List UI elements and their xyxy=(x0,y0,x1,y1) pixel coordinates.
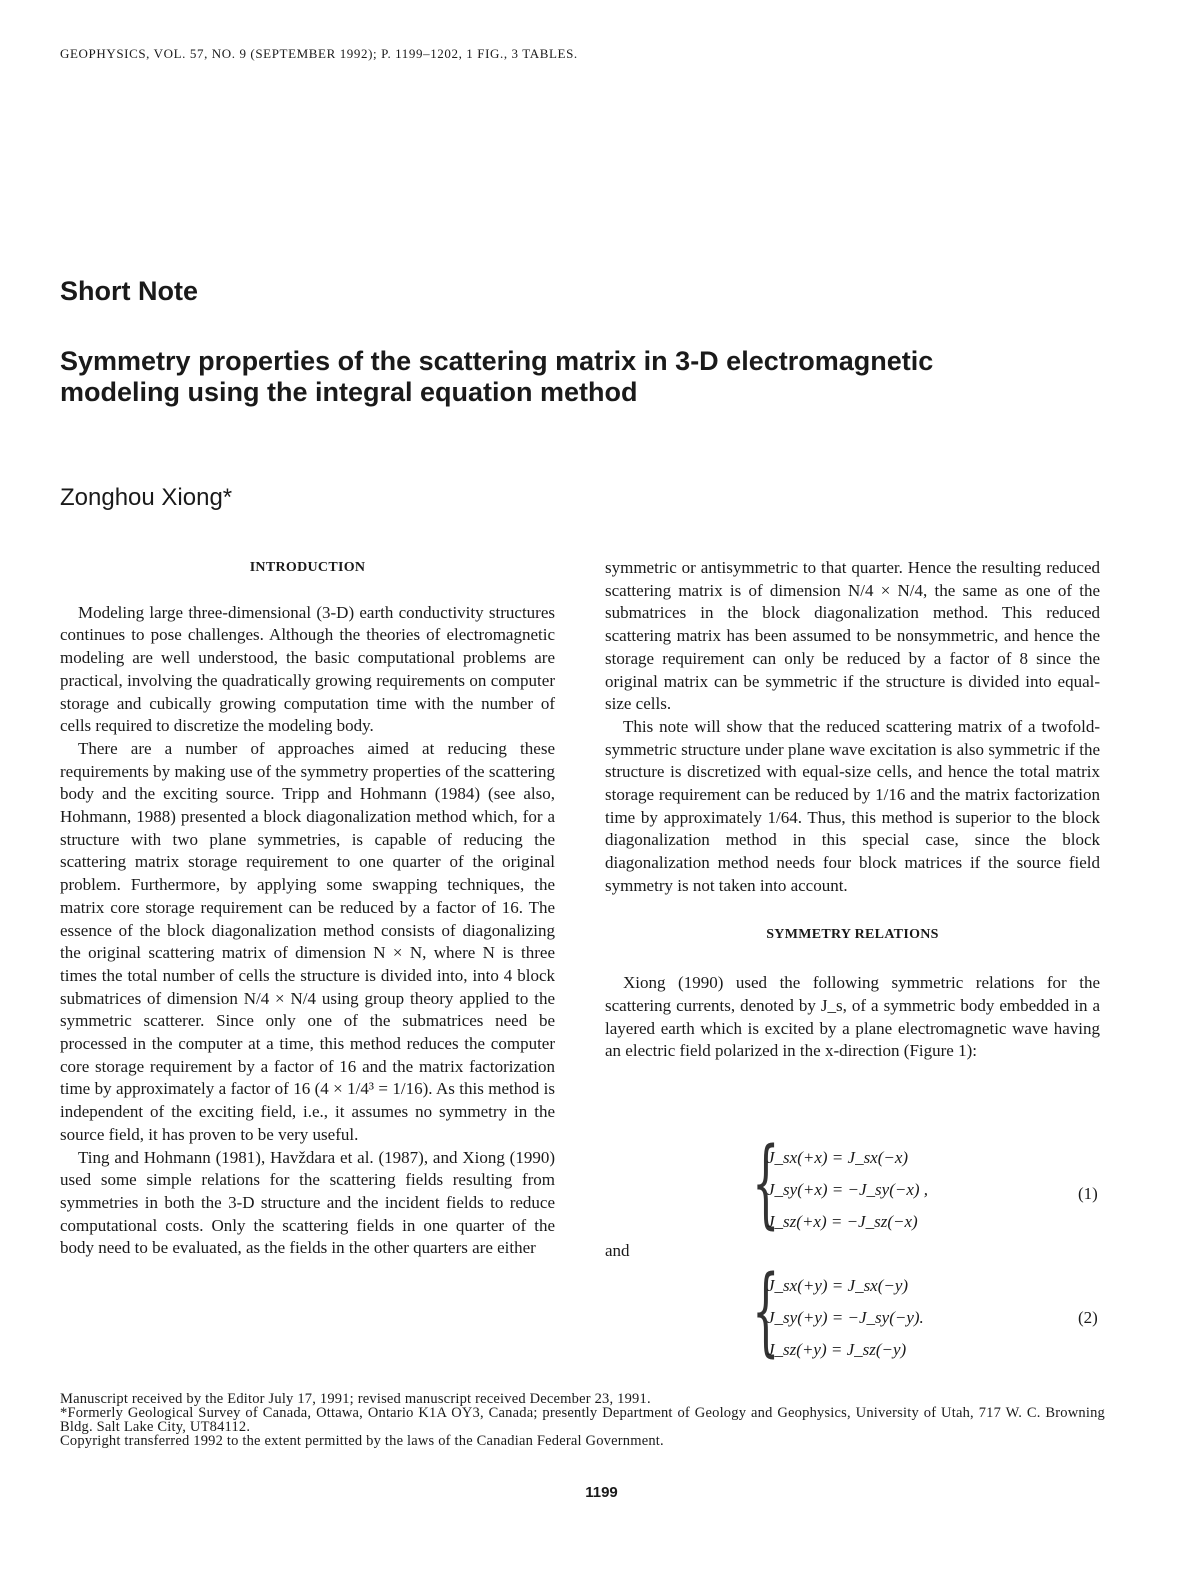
footnote-affiliation: *Formerly Geological Survey of Canada, Ottawa, Ontario K1A OY3, Canada; presently Department of Geology and Geophysics, University of Utah, 717 W. C. Browning Bldg. Salt Lake City, UT84112. xyxy=(60,1405,1105,1435)
equation-1-brace: { xyxy=(752,1127,780,1239)
equation-2-brace: { xyxy=(752,1255,780,1367)
introduction-heading: INTRODUCTION xyxy=(249,560,366,575)
author-name: Zonghou Xiong* xyxy=(60,484,233,511)
right-paragraph-1: symmetric or antisymmetric to that quarter. Hence the resulting reduced scattering matrix is of dimension N/4 × N/4, the same as one of the submatrices in the block diagonalization method. This reduced scattering matrix has been assumed to be nonsymmetric, and hence the storage requirement can only be reduced by a factor of 8 since the original matrix can be symmetric if the structure is divided into equal-size cells. xyxy=(605,558,1100,714)
equation-2 xyxy=(767,1270,924,1366)
page-number: 1199 xyxy=(585,1484,618,1501)
journal-header: GEOPHYSICS, VOL. 57, NO. 9 (SEPTEMBER 1992); P. 1199–1202, 1 FIG., 3 TABLES. xyxy=(60,46,578,61)
right-paragraph-2: This note will show that the reduced scattering matrix of a twofold-symmetric structure under plane wave excitation is also symmetric if the structure is discretized with equal-size cells, and hence the total matrix storage requirement can be reduced by 1/16 and the matrix factorization time by approximately 1/64. Thus, this method is superior to the block diagonalization method in this special case, since the block diagonalization method needs four block matrices if the source field symmetry is not taken into account. xyxy=(605,716,1100,895)
equation-1-line: J_sx(+x) = J_sx(−x) xyxy=(767,1148,909,1167)
section-label: Short Note xyxy=(60,276,198,306)
footnote-manuscript: Manuscript received by the Editor July 17, 1991; revised manuscript received December 23, 1991. xyxy=(60,1391,651,1407)
right-column xyxy=(605,557,1100,1063)
left-column xyxy=(60,557,555,1260)
footnotes xyxy=(60,1392,1105,1448)
article-title: Symmetry properties of the scattering matrix in 3-D electromagnetic modeling using the integral equation method xyxy=(60,346,934,407)
intro-paragraph-3: Ting and Hohmann (1981), Havždara et al. (1987), and Xiong (1990) used some simple relations for the scattering fields resulting from symmetries in both the 3-D structure and the incident fields to reduce computational costs. Only the scattering fields in one quarter of the body need to be evaluated, as the fields in the other quarters are either xyxy=(60,1147,555,1258)
intro-paragraph-1: Modeling large three-dimensional (3-D) earth conductivity structures continues to pose challenges. Although the theories of electromagnetic modeling are well understood, the basic computational problems are practical, involving the quadratically growing requirements on computer storage and cubically growing computation time with the number of cells required to discretize the modeling body. xyxy=(60,602,555,736)
equation-1 xyxy=(767,1142,928,1238)
symmetry-relations-heading: SYMMETRY RELATIONS xyxy=(766,926,939,942)
and-label: and xyxy=(605,1241,630,1260)
symmetry-intro-paragraph: Xiong (1990) used the following symmetric relations for the scattering currents, denoted by J_s, of a symmetric body embedded in a layered earth which is excited by a plane electromagnetic wave having an electric field polarized in the x-direction (Figure 1): xyxy=(605,973,1100,1061)
equation-2-line: J_sz(+y) = J_sz(−y) xyxy=(767,1340,907,1359)
footnote-copyright: Copyright transferred 1992 to the extent permitted by the laws of the Canadian Federal Government. xyxy=(60,1433,664,1449)
equation-2-number: (2) xyxy=(1078,1308,1098,1327)
equation-1-line: J_sy(+x) = −J_sy(−x) , xyxy=(767,1180,929,1199)
equation-2-line: J_sy(+y) = −J_sy(−y). xyxy=(767,1308,924,1327)
equation-1-line: J_sz(+x) = −J_sz(−x) xyxy=(767,1212,918,1231)
equation-2-line: J_sx(+y) = J_sx(−y) xyxy=(767,1276,909,1295)
intro-paragraph-2: There are a number of approaches aimed at reducing these requirements by making use of the symmetry properties of the scattering body and the exciting source. Tripp and Hohmann (1984) (see also, Hohmann, 1988) presented a block diagonalization method which, for a structure with two plane symmetries, is capable of reducing the scattering matrix storage requirement to one quarter of the original problem. Furthermore, by applying some swapping techniques, the matrix core storage requirement can be reduced by a factor of 16. The essence of the block diagonalization method consists of diagonalizing the original scattering matrix of dimension N × N, where N is three times the total number of cells the structure is divided into, into 4 block submatrices of dimension N/4 × N/4 using group theory applied to the symmetric scatterer. Since only one of the submatrices need be processed in the computer at a time, this method reduces the computer core storage requirement by a factor of 16 and the matrix factorization time by approximately a factor of 16 (4 × 1/4³ = 1/16). As this method is independent of the exciting field, i.e., it assumes no symmetry in the source field, it has proven to be very useful. xyxy=(60,738,555,1144)
equation-1-number: (1) xyxy=(1078,1184,1098,1203)
